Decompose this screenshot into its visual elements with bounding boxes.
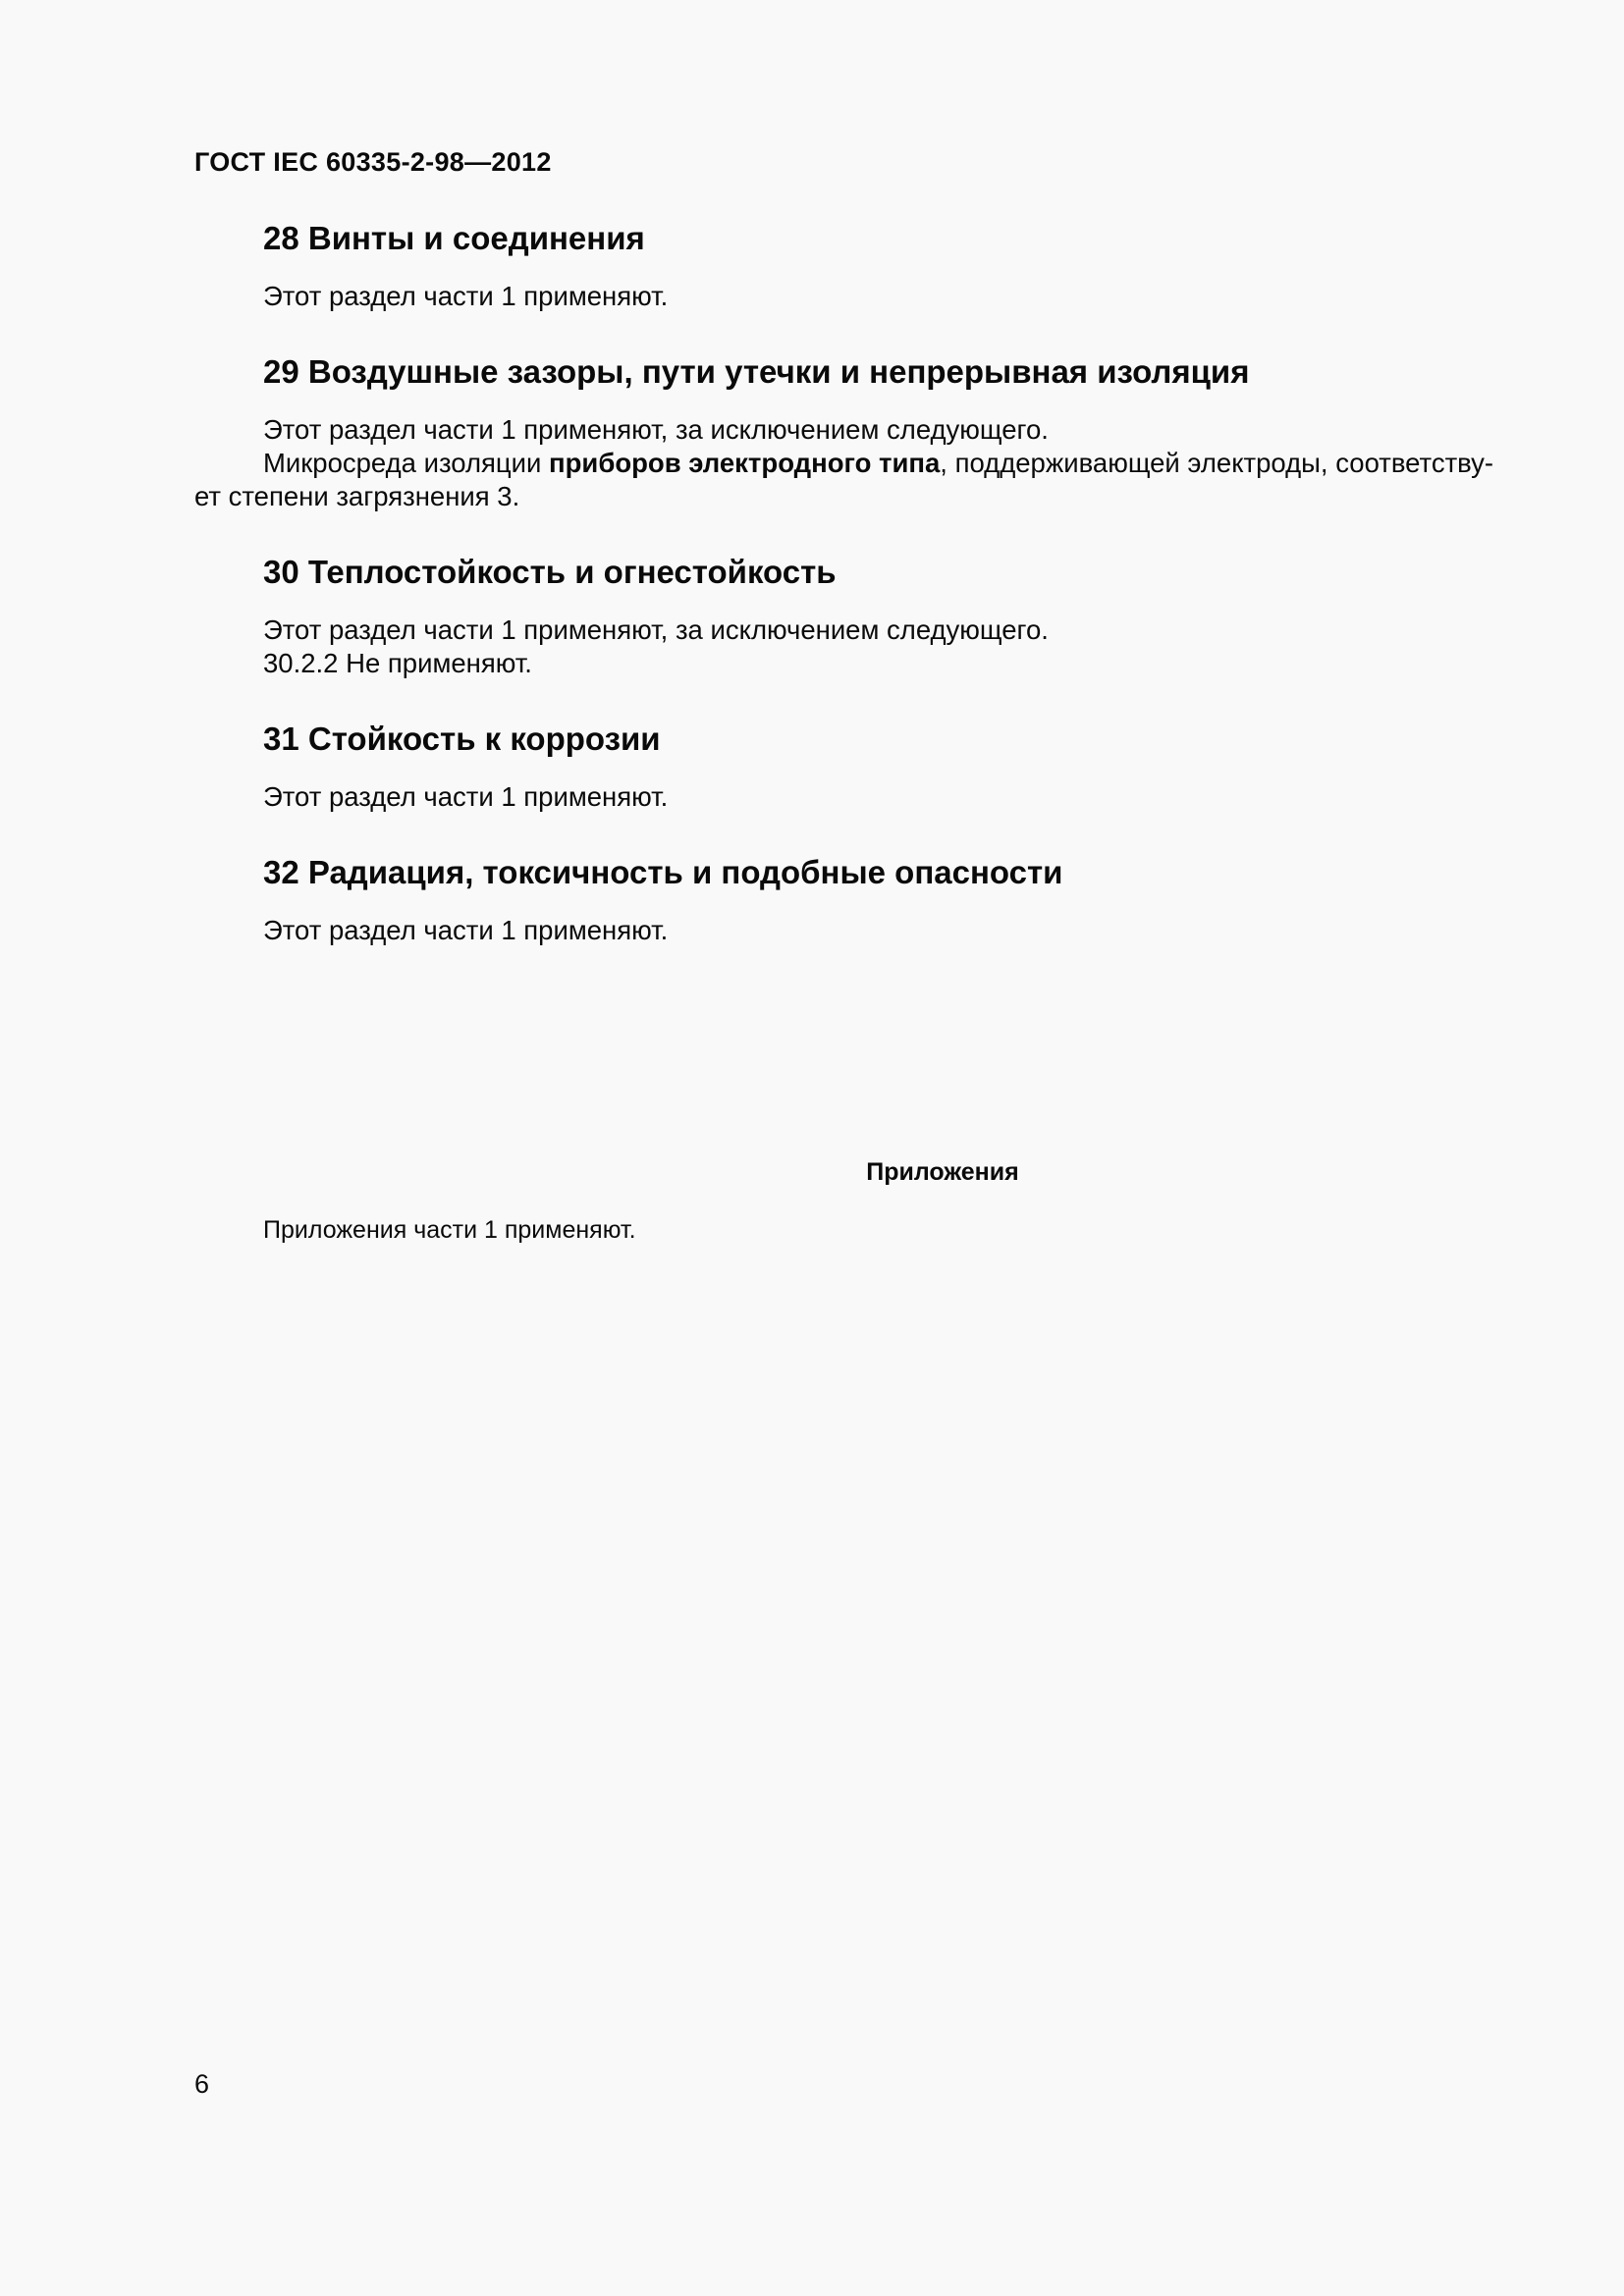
section-28 <box>194 220 1514 313</box>
standard-header: ГОСТ IEC 60335-2-98—2012 <box>194 147 552 177</box>
section-30 <box>194 554 1514 680</box>
appendix-block <box>194 1158 1514 1246</box>
appendix-title: Приложения <box>866 1158 1019 1186</box>
section-title: 28 Винты и соединения <box>263 220 645 256</box>
section-paragraph-rich <box>194 447 1514 513</box>
section-paragraph: Этот раздел части 1 применяют, за исключением следующего. <box>263 614 1049 645</box>
section-31 <box>194 721 1514 814</box>
section-32 <box>194 854 1514 947</box>
section-paragraph: Этот раздел части 1 применяют, за исключением следующего. <box>263 413 1049 445</box>
section-title: 29 Воздушные зазоры, пути утечки и непрерывная изоляция <box>263 352 1250 390</box>
section-29 <box>194 353 1514 513</box>
appendix-text: Приложения части 1 применяют. <box>263 1216 636 1244</box>
section-paragraph: Этот раздел части 1 применяют. <box>263 914 669 945</box>
defined-term: приборов электродного типа <box>549 447 941 478</box>
paragraph-text: Микросреда изоляции <box>263 447 550 478</box>
section-title: 32 Радиация, токсичность и подобные опасности <box>263 853 1063 890</box>
section-paragraph: Этот раздел части 1 применяют. <box>263 780 669 812</box>
page-number: 6 <box>194 2069 210 2099</box>
section-paragraph: 30.2.2 Не применяют. <box>263 647 532 678</box>
document-body <box>194 220 1514 988</box>
section-paragraph: Этот раздел части 1 применяют. <box>263 280 669 311</box>
paragraph-text: , поддерживающей электроды, соответству-ет степени загрязнения 3. <box>194 447 1494 511</box>
section-title: 31 Стойкость к коррозии <box>263 720 661 757</box>
section-title: 30 Теплостойкость и огнестойкость <box>263 553 837 590</box>
